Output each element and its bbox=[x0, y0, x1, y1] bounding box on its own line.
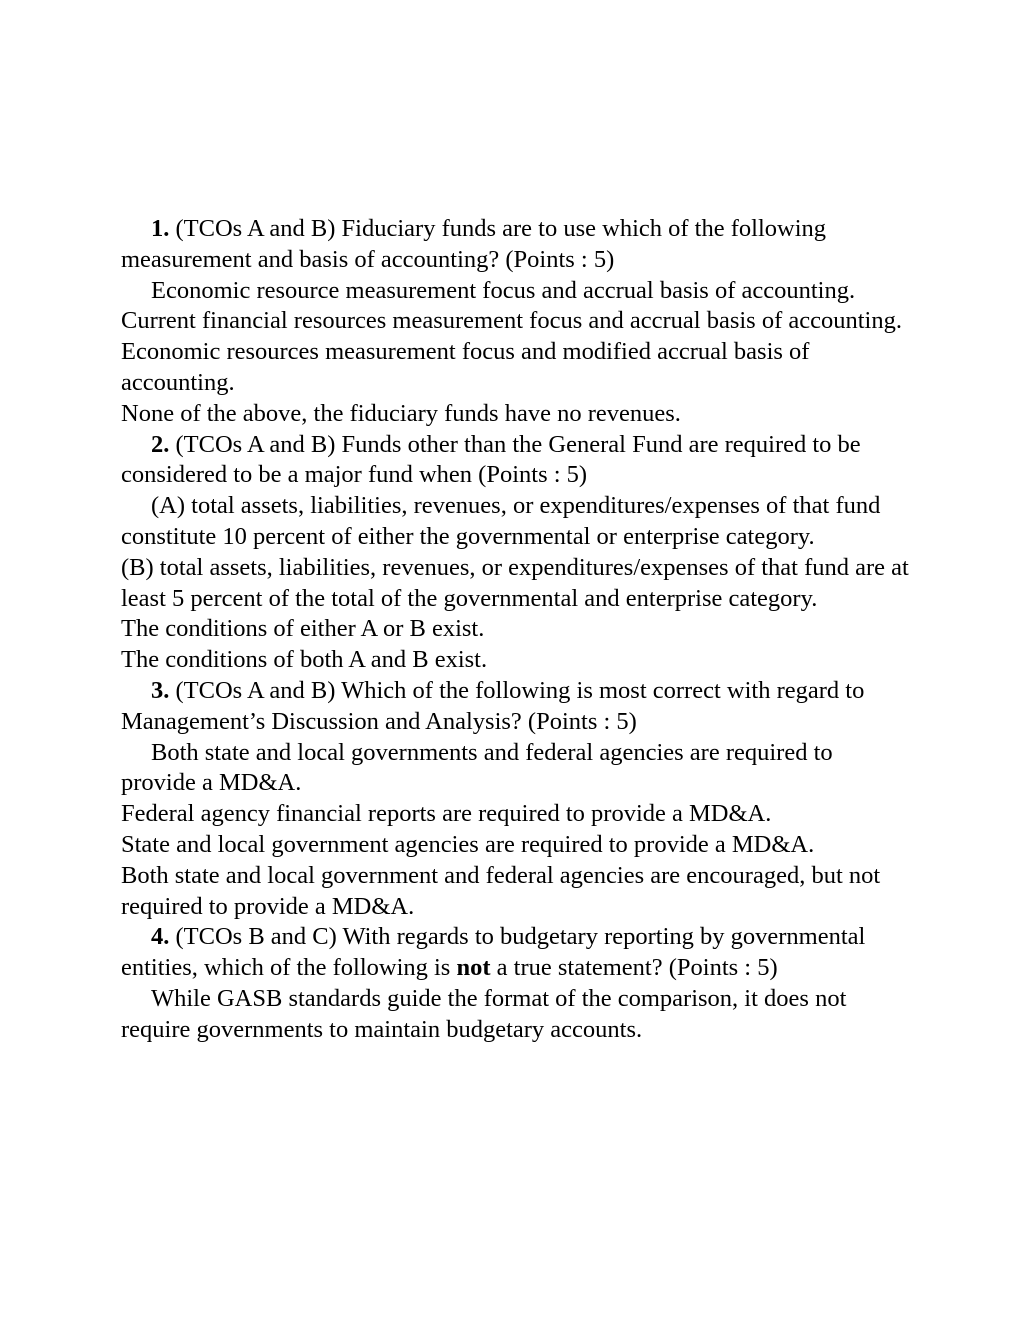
question-2-option-1: (A) total assets, liabilities, revenues, or expenditures/expenses of that fund constitute 10 percent of either the governmental or enterprise category. bbox=[121, 492, 881, 550]
question-4-stem bbox=[121, 922, 911, 984]
question-4-number: 4. bbox=[151, 923, 170, 951]
question-2-stem bbox=[121, 430, 911, 492]
question-3-option-1: Both state and local governments and federal agencies are required to provide a MD&A. bbox=[121, 738, 833, 797]
question-1-option-3: Economic resources measurement focus and modified accrual basis of accounting. bbox=[121, 338, 810, 396]
question-3-option-3: State and local government agencies are required to provide a MD&A. bbox=[121, 830, 815, 858]
question-1-stem bbox=[121, 214, 911, 276]
question-2-option-2: (B) total assets, liabilities, revenues, or expenditures/expenses of that fund are at least 5 percent of the total of the governmental and enterprise category. bbox=[121, 553, 909, 612]
question-4-text-after: a true statement? (Points : 5) bbox=[490, 954, 778, 982]
question-4-text-before: (TCOs B and C) With regards to budgetary reporting by governmental entities, which of the following is bbox=[121, 923, 866, 982]
document-page bbox=[121, 214, 911, 1046]
question-3-text: (TCOs A and B) Which of the following is most correct with regard to Management’s Discussion and Analysis? (Points : 5) bbox=[121, 676, 865, 735]
question-3-stem bbox=[121, 676, 911, 738]
question-1-text: (TCOs A and B) Fiduciary funds are to use which of the following measurement and basis of accounting? (Points : 5) bbox=[121, 215, 827, 273]
question-2-number: 2. bbox=[151, 430, 170, 458]
question-3-number: 3. bbox=[151, 676, 170, 704]
question-3-option-4: Both state and local government and federal agencies are encouraged, but not required to provide a MD&A. bbox=[121, 861, 881, 920]
question-3-option-2: Federal agency financial reports are required to provide a MD&A. bbox=[121, 800, 772, 828]
question-2-text: (TCOs A and B) Funds other than the General Fund are required to be considered to be a major fund when (Points : 5) bbox=[121, 430, 861, 489]
question-1-option-4: None of the above, the fiduciary funds have no revenues. bbox=[121, 399, 681, 427]
question-1-number: 1. bbox=[151, 215, 170, 242]
question-2-option-3: The conditions of either A or B exist. bbox=[121, 615, 485, 643]
question-2-option-4: The conditions of both A and B exist. bbox=[121, 646, 488, 674]
question-1-option-2: Current financial resources measurement focus and accrual basis of accounting. bbox=[121, 307, 902, 335]
question-1-option-1: Economic resource measurement focus and accrual basis of accounting. bbox=[151, 276, 856, 304]
question-4-option-1: While GASB standards guide the format of the comparison, it does not require governments to maintain budgetary accounts. bbox=[121, 984, 847, 1043]
question-4-emphasis: not bbox=[456, 954, 491, 982]
